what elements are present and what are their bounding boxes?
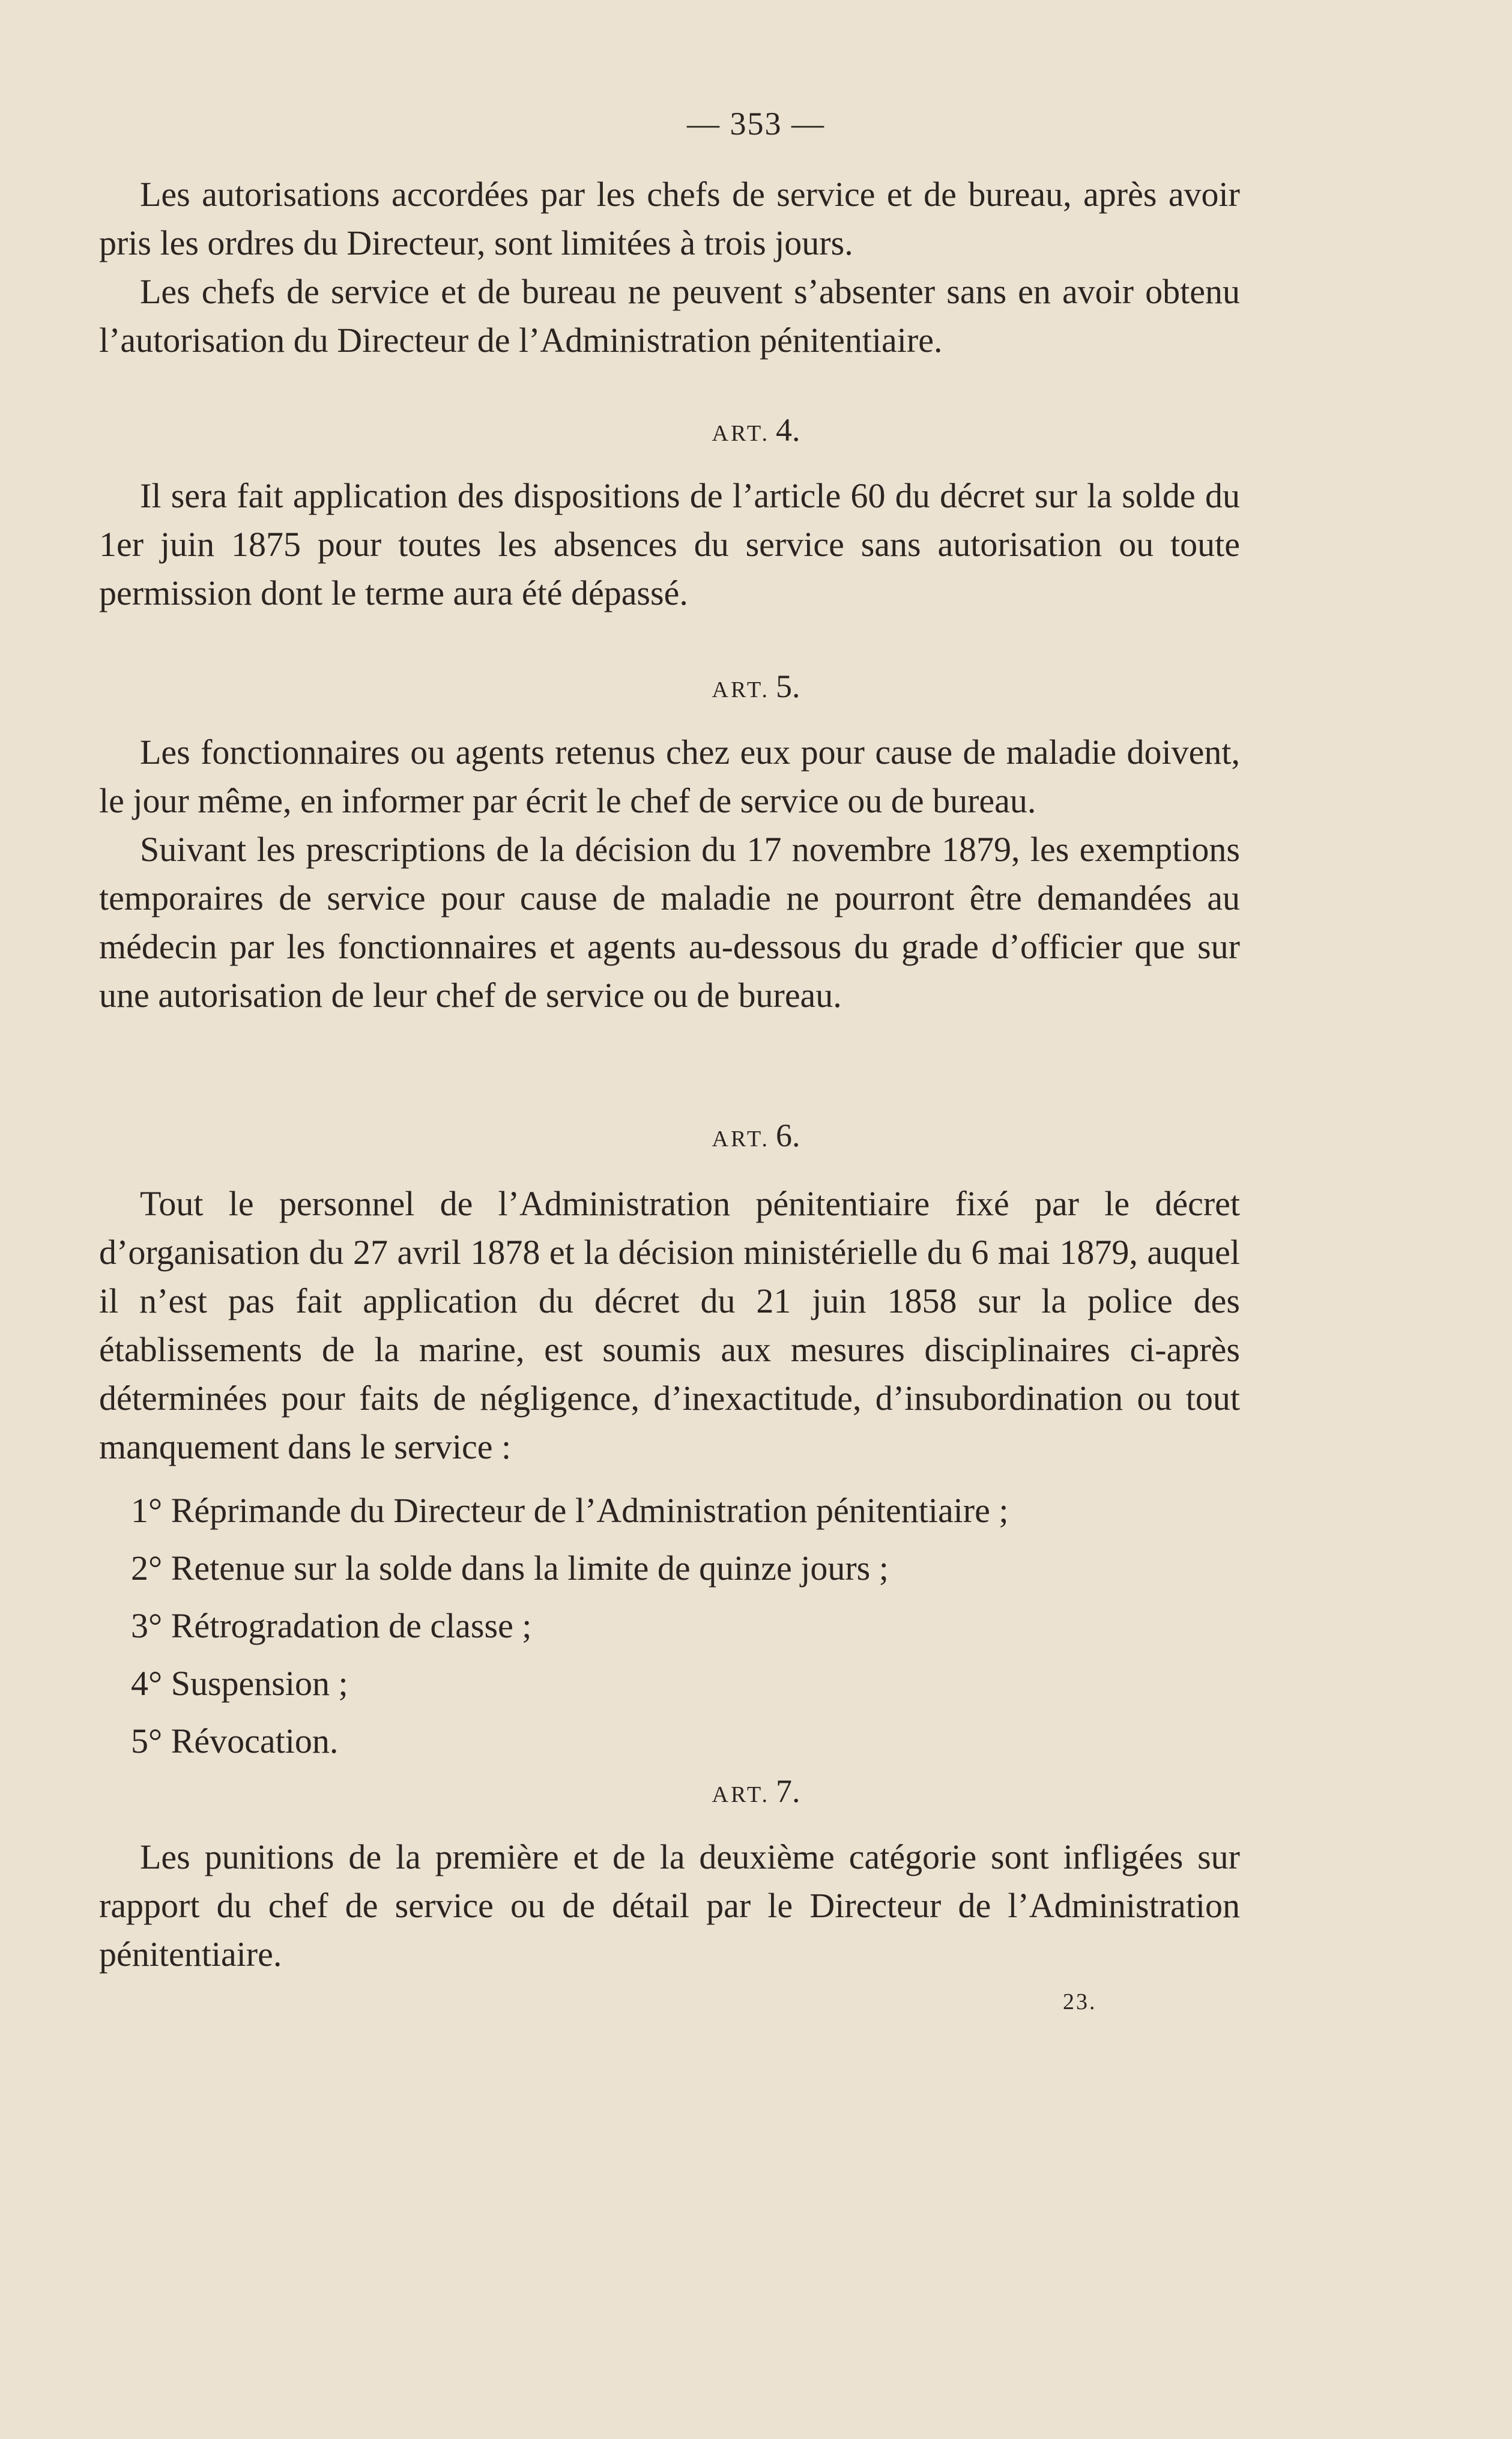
text-block-intro	[99, 170, 1240, 364]
list-item: 1° Réprimande du Directeur de l’Administration pénitentiaire ;	[131, 1491, 1009, 1530]
paragraph: Les punitions de la première et de la deuxième catégorie sont infligées sur rapport du chef de service ou de détail par le Directeur de l’Administration pénitentiaire.	[99, 1837, 1240, 1974]
list-item: 5° Révocation.	[131, 1721, 339, 1760]
paragraph: Les chefs de service et de bureau ne peuvent s’absenter sans en avoir obtenu l’autorisation du Directeur de l’Administration pénitentiaire.	[99, 272, 1240, 360]
article-label: ART.	[712, 1782, 770, 1807]
paragraph: Tout le personnel de l’Administration pénitentiaire fixé par le décret d’organisation du 27 avril 1878 et la décision ministérielle du 6 mai 1879, auquel il n’est pas fait application du décret du 21 juin 1858 sur la police des établissements de la marine, est soumis aux mesures disciplinaires ci-après déterminées pour faits de négligence, d’inexactitude, d’insubordination ou tout manquement dans le service :	[99, 1184, 1240, 1466]
article-label: ART.	[712, 677, 770, 703]
article-number: 6.	[775, 1117, 800, 1153]
sanctions-list	[131, 1482, 1236, 1770]
article-number: 4.	[775, 412, 800, 448]
paragraph: Suivant les prescriptions de la décision du 17 novembre 1879, les exemptions temporaires de service pour cause de maladie ne pourront être demandées au médecin par les fonctionnaires et agents au-dessous du grade d’officier que sur une autorisation de leur chef de service ou de bureau.	[99, 830, 1240, 1015]
article-heading-5	[0, 668, 1512, 705]
paragraph: Les fonctionnaires ou agents retenus chez eux pour cause de maladie doivent, le jour même, en informer par écrit le chef de service ou de bureau.	[99, 733, 1240, 820]
text-block-art-6	[99, 1179, 1240, 1471]
text-block-art-5	[99, 728, 1240, 1020]
article-heading-4	[0, 411, 1512, 449]
text-block-art-4	[99, 471, 1240, 617]
list-item: 2° Retenue sur la solde dans la limite de quinze jours ;	[131, 1549, 889, 1588]
article-heading-7	[0, 1773, 1512, 1810]
article-label: ART.	[712, 1126, 770, 1152]
text-block-art-7	[99, 1833, 1240, 1978]
article-number: 5.	[775, 668, 800, 704]
article-label: ART.	[712, 421, 770, 446]
paragraph: Les autorisations accordées par les chefs de service et de bureau, après avoir pris les ordres du Directeur, sont limitées à trois jours.	[99, 175, 1240, 262]
list-item: 3° Rétrogradation de classe ;	[131, 1606, 532, 1645]
article-number: 7.	[775, 1773, 800, 1809]
article-heading-6	[0, 1117, 1512, 1154]
list-item: 4° Suspension ;	[131, 1664, 348, 1703]
page-number: — 353 —	[687, 106, 825, 142]
paragraph: Il sera fait application des dispositions de l’article 60 du décret sur la solde du 1er juin 1875 pour toutes les absences du service sans autorisation ou toute permission dont le terme aura été dépassé.	[99, 476, 1240, 612]
signature-mark: 23.	[1063, 1989, 1097, 2014]
